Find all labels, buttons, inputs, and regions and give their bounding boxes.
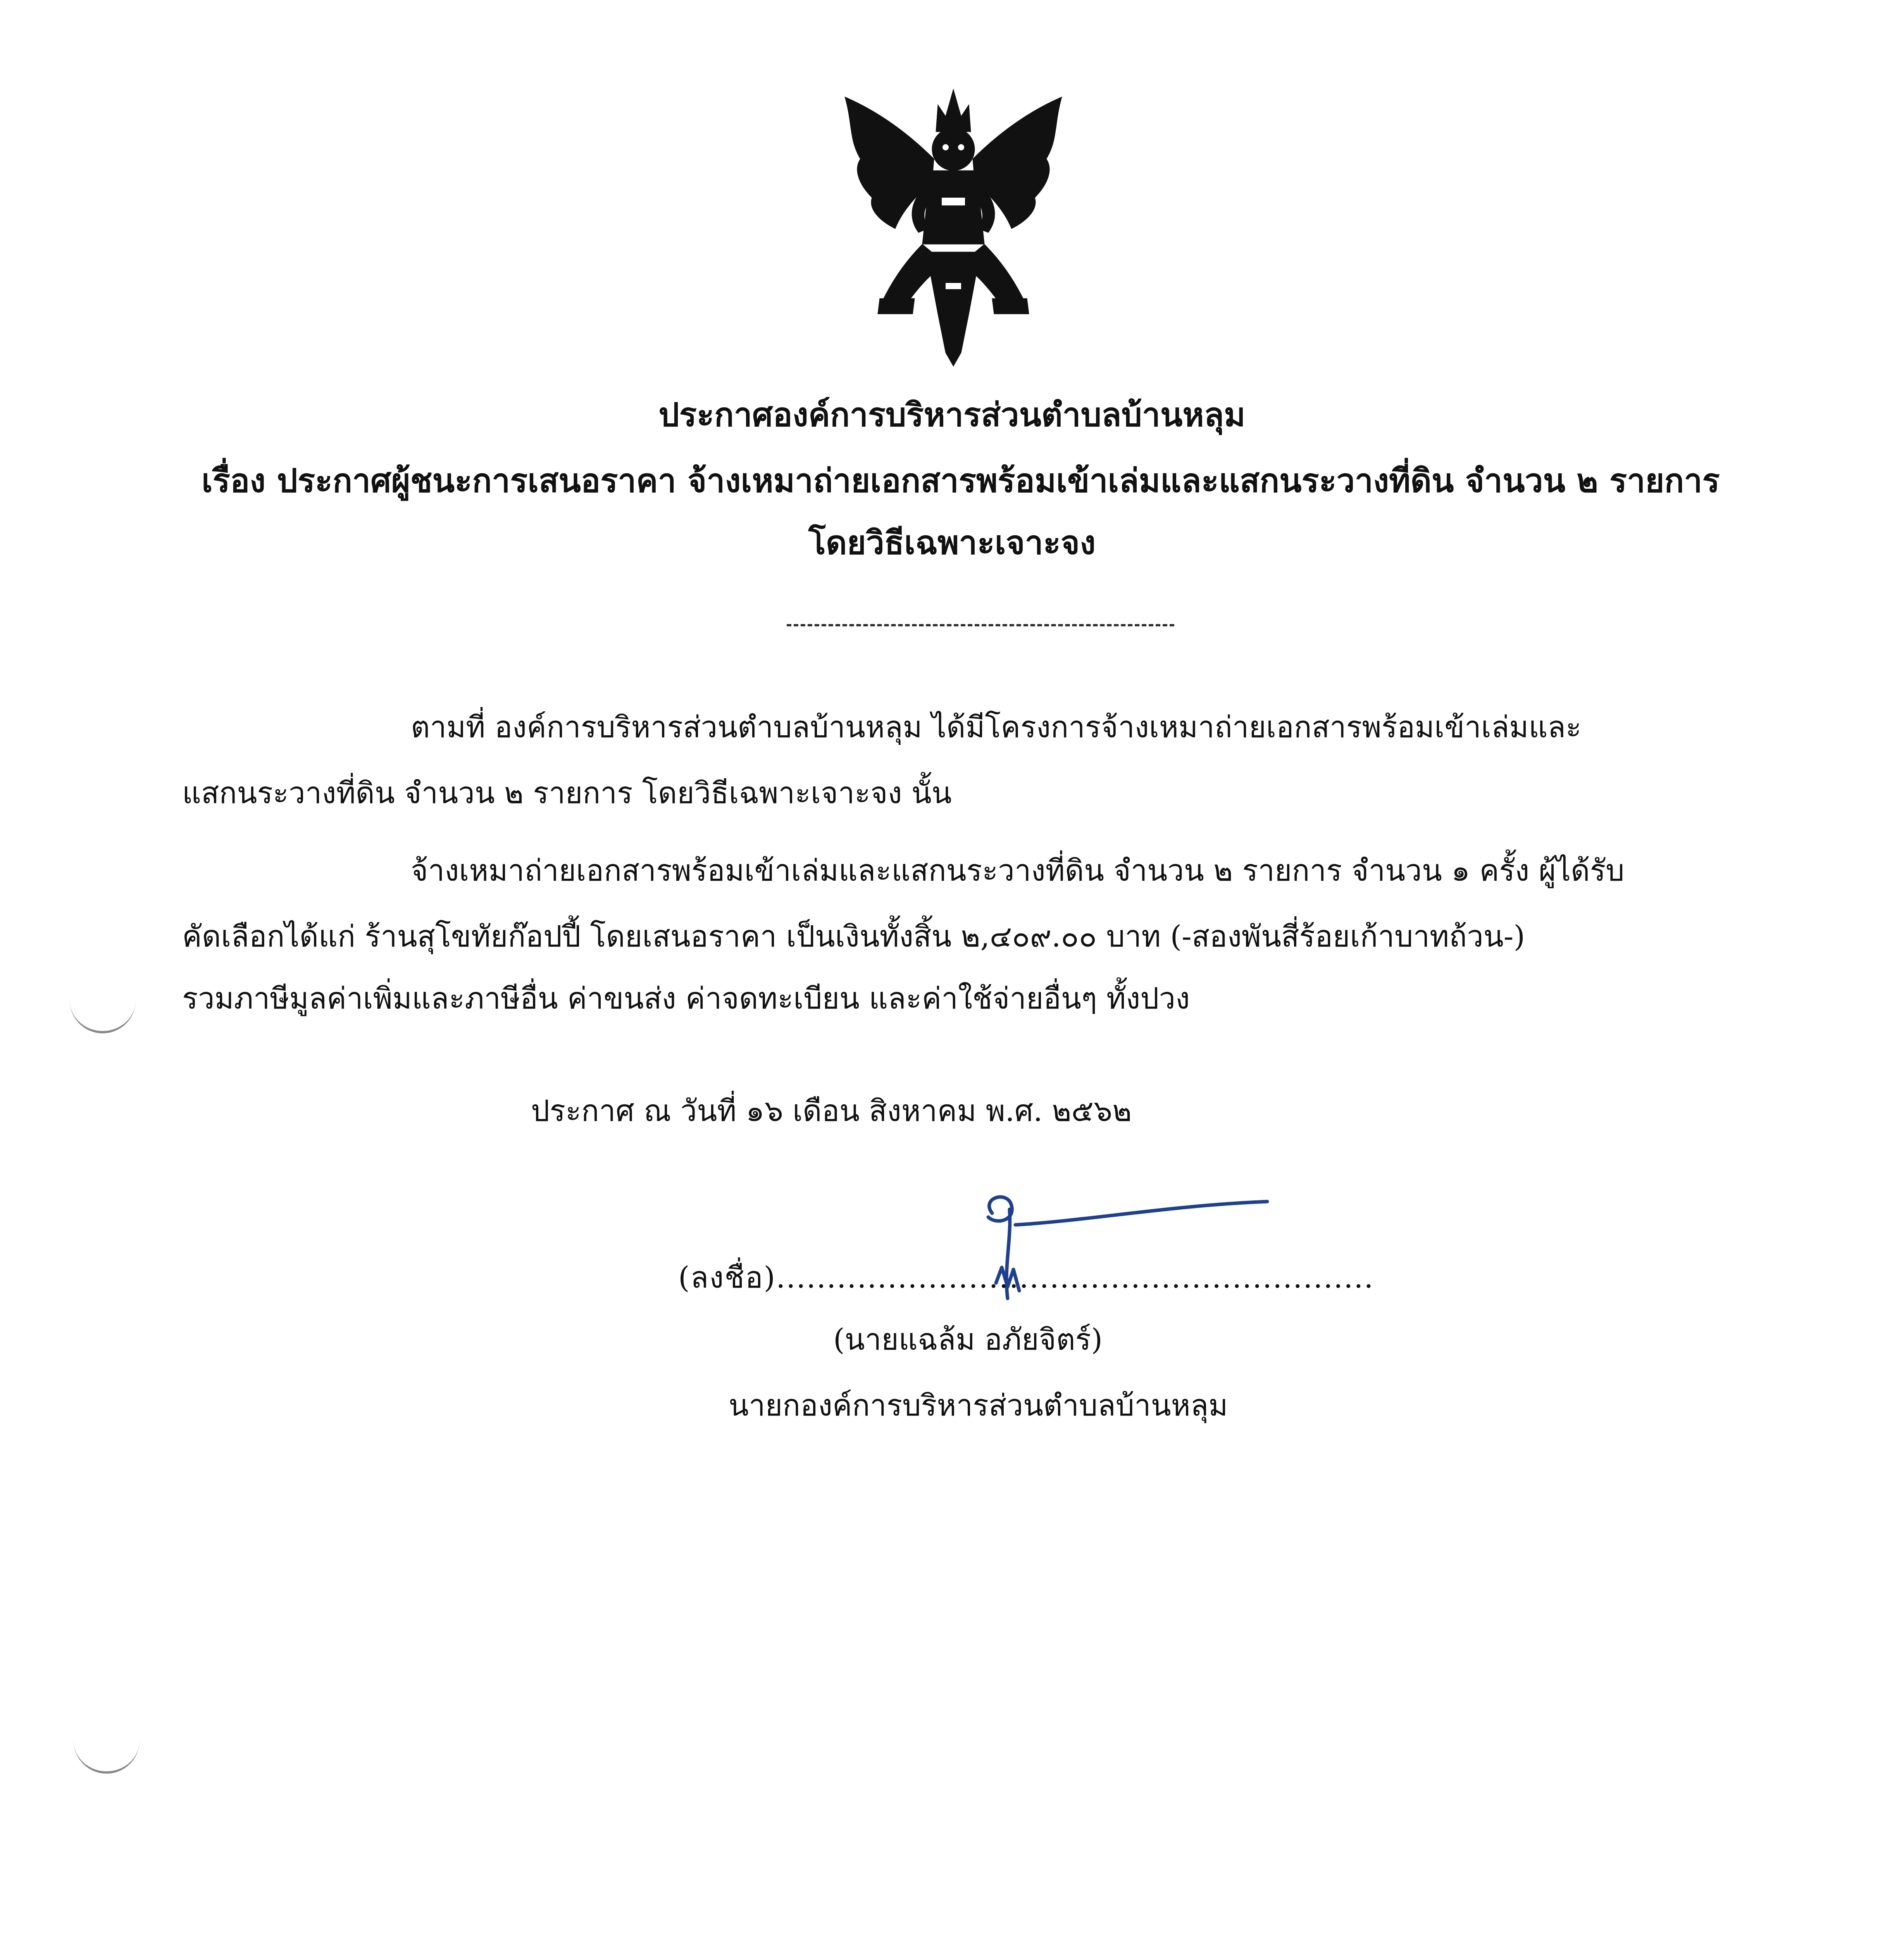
punch-hole-mark-bottom bbox=[74, 1725, 140, 1774]
document-title: ประกาศองค์การบริหารส่วนตำบลบ้านหลุม bbox=[658, 395, 1246, 434]
paragraph-2-line-3: รวมภาษีมูลค่าเพิ่มและภาษีอื่น ค่าขนส่ง ค่าจดทะเบียน และค่าใช้จ่ายอื่นๆ ทั้งปวง bbox=[182, 981, 1190, 1016]
document-subject-line2: โดยวิธีเฉพาะเจาะจง bbox=[808, 523, 1096, 562]
signer-name: (นายแฉล้ม อภัยจิตร์) bbox=[833, 1322, 1103, 1357]
paragraph-2-line-1: จ้างเหมาถ่ายเอกสารพร้อมเข้าเล่มและแสกนระวางที่ดิน จำนวน ๒ รายการ จำนวน ๑ ครั้ง ผู้ได้รับ bbox=[411, 853, 1625, 888]
signer-position: นายกองค์การบริหารส่วนตำบลบ้านหลุม bbox=[729, 1388, 1228, 1422]
punch-hole-mark-top bbox=[70, 985, 136, 1033]
paragraph-1-line-1: ตามที่ องค์การบริหารส่วนตำบลบ้านหลุม ได้มีโครงการจ้างเหมาถ่ายเอกสารพร้อมเข้าเล่มและ bbox=[411, 710, 1582, 744]
document-subject: เรื่อง ประกาศผู้ชนะการเสนอราคา จ้างเหมาถ่ายเอกสารพร้อมเข้าเล่มและแสกนระวางที่ดิน จำนวน ๒ รายการ bbox=[202, 461, 1720, 500]
announcement-date: ประกาศ ณ วันที่ ๑๖ เดือน สิงหาคม พ.ศ. ๒๕๖๒ bbox=[531, 1093, 1132, 1128]
paragraph-2-line-2: คัดเลือกได้แก่ ร้านสุโขทัยก๊อปปี้ โดยเสนอราคา เป็นเงินทั้งสิ้น ๒,๔๐๙.๐๐ บาท (-สองพันสี่ร้อยเก้าบาทถ้วน-) bbox=[182, 919, 1525, 953]
signature-line: (ลงชื่อ)........................................................... bbox=[678, 1260, 1374, 1295]
paragraph-1-line-2: แสกนระวางที่ดิน จำนวน ๒ รายการ โดยวิธีเฉพาะเจาะจง นั้น bbox=[182, 776, 952, 810]
title-separator bbox=[787, 624, 1174, 626]
garuda-emblem-icon bbox=[837, 81, 1070, 368]
